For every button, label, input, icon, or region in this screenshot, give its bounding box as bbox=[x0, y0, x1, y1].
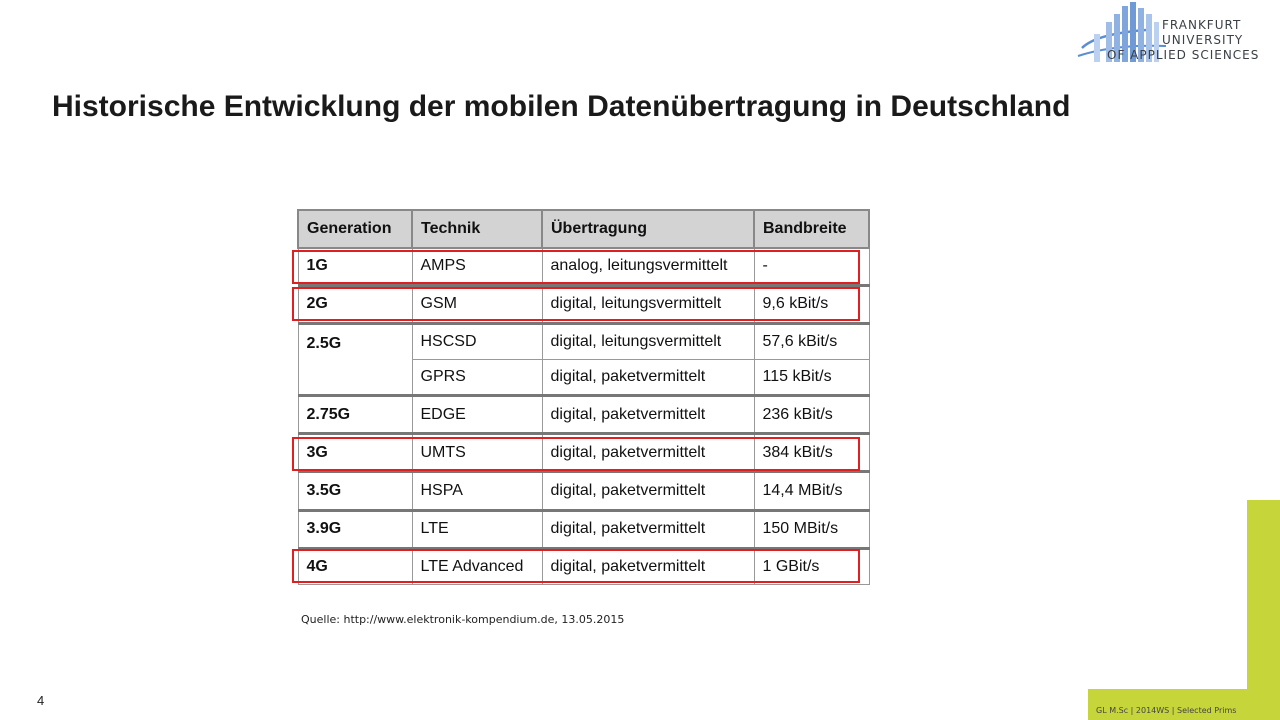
cell-technik: GSM bbox=[412, 285, 542, 323]
cell-generation: 2G bbox=[298, 285, 412, 323]
cell-uebertragung: digital, leitungsvermittelt bbox=[542, 323, 754, 359]
header-bandbreite: Bandbreite bbox=[754, 210, 869, 248]
footer-text: GL M.Sc | 2014WS | Selected Prims bbox=[1096, 706, 1237, 715]
highlight-box-4g bbox=[292, 549, 860, 583]
cell-bandbreite: - bbox=[754, 248, 869, 285]
cell-uebertragung: digital, paketvermittelt bbox=[542, 360, 754, 396]
table-row bbox=[298, 396, 869, 434]
cell-generation: 2.75G bbox=[298, 396, 412, 434]
cell-technik: HSPA bbox=[412, 472, 542, 510]
cell-bandbreite: 57,6 kBit/s bbox=[754, 323, 869, 359]
logo-line-1: FRANKFURT bbox=[1162, 18, 1242, 32]
cell-uebertragung: digital, paketvermittelt bbox=[542, 396, 754, 434]
highlight-box-2g bbox=[292, 287, 860, 321]
cell-uebertragung: digital, leitungsvermittelt bbox=[542, 285, 754, 323]
highlight-box-1g bbox=[292, 250, 860, 284]
cell-generation: 3G bbox=[298, 434, 412, 472]
cell-uebertragung: digital, paketvermittelt bbox=[542, 434, 754, 472]
logo-line-3: OF APPLIED SCIENCES bbox=[1107, 48, 1260, 62]
cell-generation: 3.5G bbox=[298, 472, 412, 510]
cell-bandbreite: 236 kBit/s bbox=[754, 396, 869, 434]
cell-bandbreite: 14,4 MBit/s bbox=[754, 472, 869, 510]
cell-generation: 3.9G bbox=[298, 510, 412, 548]
footer-bar bbox=[1088, 689, 1280, 720]
cell-bandbreite: 9,6 kBit/s bbox=[754, 285, 869, 323]
header-uebertragung: Übertragung bbox=[542, 210, 754, 248]
cell-uebertragung: analog, leitungsvermittelt bbox=[542, 248, 754, 285]
highlight-box-3g bbox=[292, 437, 860, 471]
cell-bandbreite: 384 kBit/s bbox=[754, 434, 869, 472]
cell-generation: 2.5G bbox=[298, 323, 412, 396]
cell-generation: 1G bbox=[298, 248, 412, 285]
source-citation: Quelle: http://www.elektronik-kompendium.de, 13.05.2015 bbox=[301, 613, 625, 626]
logo-line-2: UNIVERSITY bbox=[1162, 33, 1244, 47]
cell-technik: EDGE bbox=[412, 396, 542, 434]
green-accent-bar bbox=[1247, 500, 1280, 720]
cell-technik: UMTS bbox=[412, 434, 542, 472]
page-number: 4 bbox=[37, 693, 45, 708]
cell-uebertragung: digital, paketvermittelt bbox=[542, 510, 754, 548]
cell-bandbreite: 115 kBit/s bbox=[754, 360, 869, 396]
table-header-row bbox=[298, 210, 869, 248]
table-row bbox=[298, 510, 869, 548]
cell-technik: LTE Advanced bbox=[412, 548, 542, 584]
cell-uebertragung: digital, paketvermittelt bbox=[542, 548, 754, 584]
table-row bbox=[298, 323, 869, 359]
cell-generation: 4G bbox=[298, 548, 412, 584]
cell-uebertragung: digital, paketvermittelt bbox=[542, 472, 754, 510]
header-generation: Generation bbox=[298, 210, 412, 248]
header-technik: Technik bbox=[412, 210, 542, 248]
table-row bbox=[298, 472, 869, 510]
cell-bandbreite: 1 GBit/s bbox=[754, 548, 869, 584]
slide-title: Historische Entwicklung der mobilen Datenübertragung in Deutschland bbox=[52, 90, 1071, 123]
cell-bandbreite: 150 MBit/s bbox=[754, 510, 869, 548]
cell-technik: GPRS bbox=[412, 360, 542, 396]
cell-technik: HSCSD bbox=[412, 323, 542, 359]
university-logo-text bbox=[1107, 18, 1259, 63]
cell-technik: LTE bbox=[412, 510, 542, 548]
cell-technik: AMPS bbox=[412, 248, 542, 285]
